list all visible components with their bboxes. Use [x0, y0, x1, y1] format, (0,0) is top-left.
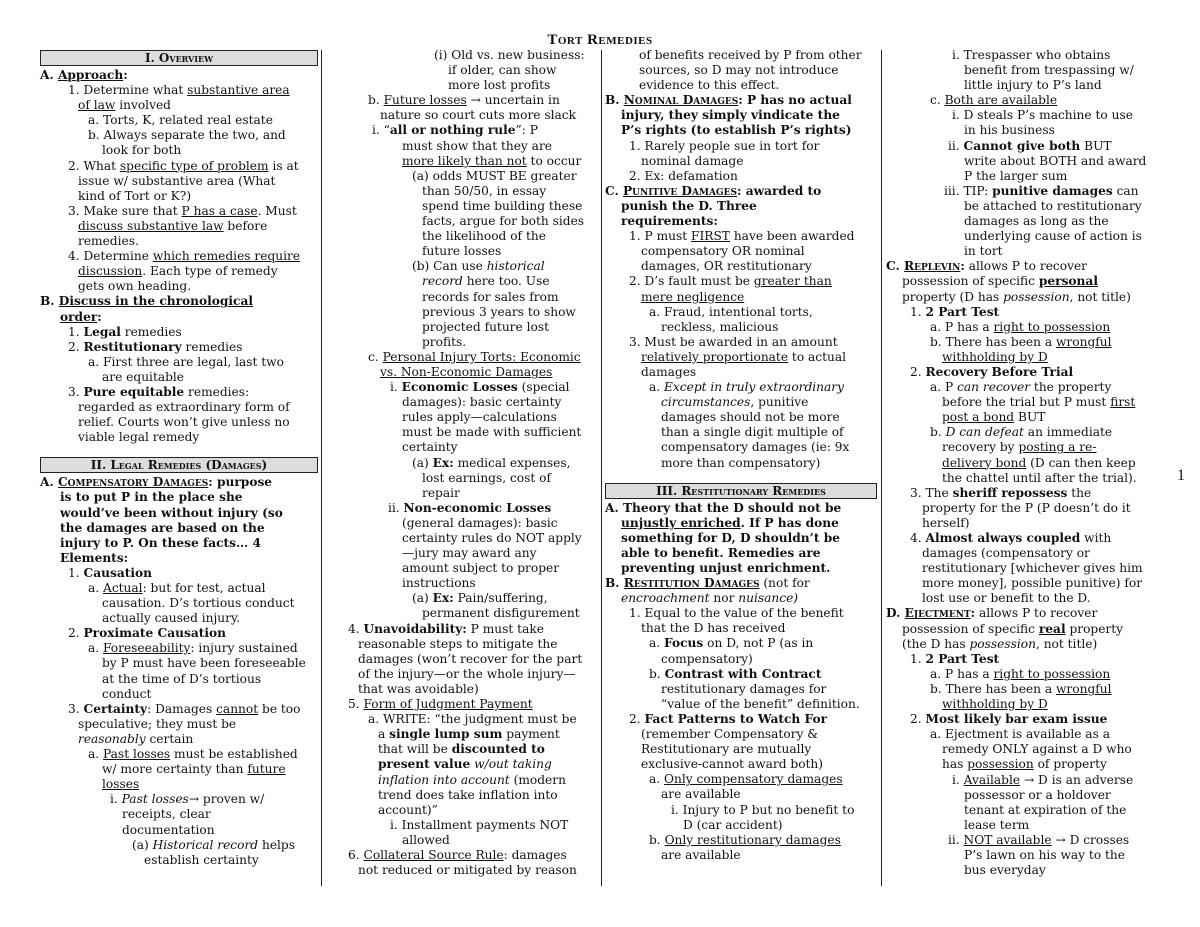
outline-line: nominal damage — [641, 153, 744, 168]
outline-line: a. Torts, K, related real estate — [88, 113, 273, 128]
outline-line: possession of specific personal — [902, 274, 1098, 289]
outline-line: restitutionary damages for — [661, 681, 827, 696]
outline-line: injury to P. On these facts… 4 — [60, 535, 261, 550]
outline-line: (b) Can use historical — [412, 259, 545, 274]
outline-line: discussion. Each type of remedy — [78, 264, 278, 279]
outline-line: (a) Ex: medical expenses, — [412, 455, 571, 470]
outline-line: 1. Legal remedies — [68, 324, 182, 339]
outline-line: (a) Ex: Pain/suffering, — [412, 591, 548, 606]
outline-line: evidence to this effect. — [639, 78, 780, 93]
outline-line: benefit from trespassing w/ — [964, 63, 1134, 78]
outline-line: are equitable — [102, 369, 185, 384]
outline-line: of benefits received by P from other — [639, 48, 862, 62]
outline-line: if older, can show — [448, 63, 557, 78]
outline-line: trend does take inflation into — [378, 787, 558, 802]
outline-line: i. Economic Losses (special — [390, 380, 570, 395]
outline-line: certainty — [402, 440, 458, 455]
outline-line: 2. D’s fault must be greater than — [629, 274, 832, 289]
outline-line: D. Ejectment: allows P to recover — [886, 606, 1098, 621]
outline-line: c. Personal Injury Torts: Economic — [368, 349, 581, 364]
outline-line: not reduced or mitigated by reason — [358, 863, 577, 878]
outline-line: a. Fraud, intentional torts, — [649, 304, 813, 319]
outline-line: P’s lawn on his way to the — [964, 847, 1125, 862]
outline-line: 2. Proximate Causation — [68, 626, 227, 641]
outline-line: B. Restitution Damages (not for — [605, 576, 810, 591]
outline-line: delivery bond (D can then keep — [942, 455, 1136, 470]
outline-line: (a) Historical record helps — [132, 837, 295, 852]
outline-line: (remember Compensatory & — [641, 727, 819, 742]
outline-line: inflation into account (modern — [378, 772, 566, 787]
outline-line: before the trial but P must first — [942, 395, 1136, 410]
outline-line: facts, argue for both sides — [422, 214, 585, 229]
outline-line: “value of the benefit” definition. — [661, 696, 860, 711]
outline-line: a. Only compensatory damages — [649, 772, 843, 787]
outline-line: post a bond BUT — [942, 410, 1046, 425]
outline-line: encroachment nor nuisance) — [621, 591, 799, 606]
outline-line: i. D steals P’s machine to use — [952, 108, 1133, 123]
section-spacer — [605, 471, 877, 481]
outline-line: that was avoidable) — [358, 681, 479, 696]
outline-line: conduct — [102, 686, 152, 701]
outline-line: able to benefit. Remedies are — [621, 545, 821, 560]
outline-line: unjustly enriched. If P has done — [621, 515, 839, 530]
outline-line: regarded as extraordinary form of — [78, 400, 290, 415]
outline-line: 1. 2 Part Test — [910, 651, 1000, 666]
outline-line: 1. Causation — [68, 565, 152, 580]
outline-line: 6. Collateral Source Rule: damages — [348, 847, 567, 862]
outline-line: viable legal remedy — [78, 430, 200, 445]
page-number: 1 — [1177, 467, 1185, 484]
outline-line: i. Past losses→ proven w/ — [110, 792, 265, 807]
outline-line: i. Installment payments NOT — [390, 817, 569, 832]
outline-line: 1. Determine what substantive area — [68, 83, 290, 98]
outline-line: previous 3 years to show — [422, 304, 576, 319]
outline-line: receipts, clear — [122, 807, 211, 822]
outline-line: in his business — [964, 123, 1055, 138]
outline-line: write about BOTH and award — [964, 153, 1147, 168]
outline-line: spend time building these — [422, 198, 583, 213]
outline-line: that the D has received — [641, 621, 786, 636]
outline-line: projected future lost — [422, 319, 549, 334]
outline-line: allowed — [402, 832, 450, 847]
outline-line: (i) Old vs. new business: — [434, 48, 585, 62]
outline-line: of the injury—or the whole injury— — [358, 666, 576, 681]
outline-line: remedy ONLY against a D who — [942, 742, 1132, 757]
outline-line: ii. NOT available → D crosses — [948, 832, 1130, 847]
outline-line: compensatory damages (ie: 9x — [661, 440, 850, 455]
outline-line: injury, they simply vindicate the — [621, 108, 840, 123]
outline-line: 3. Make sure that P has a case. Must — [68, 203, 297, 218]
outline-line: 1. Rarely people sue in tort for — [629, 138, 820, 153]
outline-line: mere negligence — [641, 289, 745, 304]
outline-line: instructions — [402, 576, 476, 591]
outline-line: P’s rights (to establish P’s rights) — [621, 123, 852, 138]
outline-line: w/ more certainty than future — [102, 762, 286, 777]
outline-line: of law involved — [78, 98, 171, 113]
outline-line: a. Actual: but for test, actual — [88, 581, 266, 595]
outline-line: possessor or a holdover — [964, 787, 1111, 802]
outline-line: b. Only restitutionary damages — [649, 832, 841, 847]
outline-column-2 — [330, 48, 596, 878]
outline-line: compensatory) — [661, 651, 753, 666]
section-heading: II. Legal Remedies (Damages) — [40, 457, 318, 473]
outline-line: exclusive-cannot award both) — [641, 757, 824, 772]
outline-line: —jury may award any — [402, 546, 537, 561]
outline-line: are available — [661, 847, 741, 862]
outline-line: requirements: — [621, 214, 718, 229]
outline-line: records for sales from — [422, 289, 559, 304]
outline-line: remedies. — [78, 234, 139, 249]
outline-line: A. Compensatory Damages: purpose — [40, 475, 273, 490]
outline-line: the damages are based on the — [60, 520, 265, 535]
outline-line: sources, so D may not introduce — [639, 63, 839, 78]
outline-line: repair — [422, 485, 460, 500]
outline-line: than a single digit multiple of — [661, 425, 844, 440]
outline-line: damages, OR restitutionary — [641, 259, 812, 274]
outline-line: i. Injury to P but no benefit to — [671, 802, 855, 817]
outline-line: establish certainty — [144, 852, 259, 867]
outline-line: D (car accident) — [683, 817, 783, 832]
outline-line: 4. Almost always coupled with — [910, 531, 1112, 545]
outline-line: damages): basic certainty — [402, 395, 562, 410]
outline-line: kind of Tort or K?) — [78, 188, 192, 203]
outline-line: must show that they are — [402, 138, 552, 153]
outline-line: issue w/ substantive area (What — [78, 173, 276, 188]
outline-line: 2. Recovery Before Trial — [910, 364, 1074, 379]
outline-line: compensatory OR nominal — [641, 244, 805, 259]
outline-line: underlying cause of action is — [964, 229, 1142, 244]
outline-line: a. Except in truly extraordinary — [649, 380, 845, 395]
outline-line: a. WRITE: “the judgment must be — [368, 712, 577, 727]
outline-line: (a) odds MUST BE greater — [412, 168, 577, 183]
outline-line: speculative; they must be — [78, 716, 237, 731]
outline-line: certainty rules do NOT apply — [402, 531, 582, 545]
outline-line: 1. 2 Part Test — [910, 304, 1000, 319]
outline-line: more money], possible punitive) for — [922, 576, 1143, 591]
outline-line: 4. Determine which remedies require — [68, 249, 301, 264]
outline-line: are available — [661, 787, 741, 802]
outline-line: documentation — [122, 822, 215, 837]
outline-line: property (D has possession, not title) — [902, 289, 1131, 304]
outline-line: 3. The sheriff repossess the — [910, 485, 1092, 500]
outline-line: 2. Fact Patterns to Watch For — [629, 711, 828, 726]
outline-line: in tort — [964, 244, 1003, 259]
outline-line: be attached to restitutionary — [964, 198, 1142, 213]
outline-line: withholding by D — [942, 349, 1048, 364]
outline-line: B. Nominal Damages: P has no actual — [605, 93, 852, 108]
outline-line: actually caused injury. — [102, 611, 241, 626]
outline-line: nature so court cuts more slack — [380, 108, 576, 123]
outline-line: something for D, D shouldn’t be — [621, 530, 840, 545]
outline-column-4 — [886, 48, 1176, 878]
section-heading: I. Overview — [40, 50, 318, 66]
column-divider — [601, 50, 602, 886]
outline-line: C. Punitive Damages: awarded to — [605, 183, 822, 198]
outline-line: damages — [641, 364, 697, 379]
outline-line: by P must have been foreseeable — [102, 656, 306, 671]
outline-line: 2. Most likely bar exam issue — [910, 712, 1108, 727]
outline-line: gets own heading. — [78, 279, 192, 294]
outline-line: herself) — [922, 515, 970, 530]
outline-line: rules apply—calculations — [402, 410, 557, 425]
outline-line: the chattel until after the trial). — [942, 470, 1137, 485]
outline-line: record here too. Use — [422, 274, 550, 289]
outline-line: relatively proportionate to actual — [641, 349, 847, 364]
outline-line: lost earnings, cost of — [422, 470, 552, 485]
outline-line: reasonable steps to mitigate the — [358, 636, 558, 651]
outline-line: ii. Non-economic Losses — [388, 500, 552, 515]
outline-line: 2. What specific type of problem is at — [68, 158, 299, 173]
section-spacer — [40, 445, 318, 455]
outline-line: c. Both are available — [930, 93, 1058, 108]
outline-line: that will be discounted to — [378, 742, 545, 757]
outline-line: relief. Courts won’t give unless no — [78, 415, 290, 430]
outline-line: more lost profits — [448, 78, 551, 93]
outline-line: damages as long as the — [964, 214, 1109, 229]
outline-line: damages should not be more — [661, 410, 840, 425]
outline-line: look for both — [102, 143, 182, 158]
outline-line: present value w/out taking — [378, 757, 552, 772]
outline-line: property for the P (P doesn’t do it — [922, 500, 1131, 515]
outline-line: must be made with sufficient — [402, 425, 582, 440]
column-divider — [321, 50, 322, 886]
outline-line: recovery by posting a re- — [942, 440, 1097, 455]
outline-line: a. First three are legal, last two — [88, 354, 284, 369]
outline-line: Restitutionary are mutually — [641, 742, 812, 757]
outline-line: more likely than not to occur — [402, 153, 582, 168]
outline-line: (the D has possession, not title) — [902, 636, 1098, 651]
outline-line: B. Discuss in the chronological — [40, 294, 254, 309]
section-heading: III. Restitutionary Remedies — [605, 483, 877, 499]
outline-line: 3. Pure equitable remedies: — [68, 384, 250, 399]
outline-column-1 — [40, 48, 318, 868]
outline-line: vs. Non-Economic Damages — [380, 364, 553, 379]
outline-line: preventing unjust enrichment. — [621, 561, 831, 575]
outline-line: order: — [60, 309, 102, 324]
outline-line: 1. P must FIRST have been awarded — [629, 229, 855, 244]
outline-line: lease term — [964, 817, 1030, 832]
outline-line: a. Focus on D, not P (as in — [649, 636, 814, 651]
outline-line: account)” — [378, 802, 438, 817]
outline-line: P the larger sum — [964, 168, 1068, 183]
outline-line: (general damages): basic — [402, 515, 558, 530]
outline-line: bus everyday — [964, 863, 1046, 878]
outline-line: a. P has a right to possession — [930, 666, 1111, 681]
outline-line: permanent disfigurement — [422, 606, 580, 621]
outline-line: 3. Certainty: Damages cannot be too — [68, 701, 301, 716]
outline-line: b. Contrast with Contract — [649, 666, 822, 681]
outline-line: discuss substantive law before — [78, 218, 268, 233]
outline-line: losses — [102, 777, 140, 792]
outline-line: Elements: — [60, 550, 129, 565]
outline-line: damages (won’t recover for the part — [358, 651, 583, 666]
outline-line: i. Trespasser who obtains — [952, 48, 1111, 62]
outline-line: b. Future losses → uncertain in — [368, 93, 560, 108]
outline-line: a. Foreseeability: injury sustained — [88, 641, 298, 656]
outline-line: C. Replevin: allows P to recover — [886, 259, 1088, 274]
outline-line: future losses — [422, 244, 502, 259]
outline-line: lost use or benefit to the D. — [922, 591, 1091, 606]
outline-line: at the time of D’s tortious — [102, 671, 262, 686]
outline-line: a. P has a right to possession — [930, 319, 1111, 334]
outline-line: b. There has been a wrongful — [930, 334, 1112, 349]
outline-line: amount subject to proper — [402, 561, 560, 576]
outline-line: has possession of property — [942, 757, 1107, 772]
outline-line: than 50/50, in essay — [422, 183, 547, 198]
outline-line: a. Past losses must be established — [88, 747, 298, 762]
outline-line: 5. Form of Judgment Payment — [348, 697, 533, 712]
outline-line: circumstances, punitive — [661, 395, 809, 410]
outline-line: the likelihood of the — [422, 229, 546, 244]
outline-line: 2. Restitutionary remedies — [68, 339, 243, 354]
outline-line: b. Always separate the two, and — [88, 128, 286, 143]
outline-line: possession of specific real property — [902, 621, 1124, 636]
outline-line: more than compensatory) — [661, 455, 821, 470]
outline-line: i. Available → D is an adverse — [952, 772, 1134, 787]
outline-line: 1. Equal to the value of the benefit — [629, 606, 844, 621]
outline-line: a. P can recover the property — [930, 380, 1112, 395]
outline-line: ii. Cannot give both BUT — [948, 138, 1112, 153]
outline-line: reasonably certain — [78, 731, 194, 746]
outline-line: 2. Ex: defamation — [629, 168, 738, 183]
outline-line: 4. Unavoidability: P must take — [348, 621, 544, 636]
outline-line: little injury to P’s land — [964, 78, 1102, 93]
outline-line: a. Ejectment is available as a — [930, 727, 1110, 742]
outline-line: withholding by D — [942, 697, 1048, 712]
document-title: Tort Remedies — [547, 32, 653, 48]
outline-line: damages (compensatory or — [922, 546, 1090, 561]
outline-line: would’ve been without injury (so — [60, 505, 283, 520]
outline-line: profits. — [422, 334, 467, 349]
outline-line: b. D can defeat an immediate — [930, 425, 1113, 440]
outline-line: is to put P in the place she — [60, 490, 243, 505]
outline-line: 3. Must be awarded in an amount — [629, 334, 838, 349]
outline-line: A. Theory that the D should not be — [605, 500, 842, 515]
outline-line: restitutionary [whichever gives him — [922, 561, 1143, 576]
outline-line: A. Approach: — [40, 68, 128, 82]
outline-line: reckless, malicious — [661, 319, 779, 334]
outline-line: b. There has been a wrongful — [930, 681, 1112, 696]
outline-line: punish the D. Three — [621, 198, 757, 213]
outline-line: tenant at expiration of the — [964, 802, 1127, 817]
outline-line: causation. D’s tortious conduct — [102, 596, 295, 611]
column-divider — [881, 50, 882, 886]
outline-line: i. “all or nothing rule”: P — [372, 123, 538, 138]
outline-line: iii. TIP: punitive damages can — [944, 183, 1139, 198]
outline-column-3 — [605, 48, 877, 863]
outline-line: a single lump sum payment — [378, 727, 560, 742]
